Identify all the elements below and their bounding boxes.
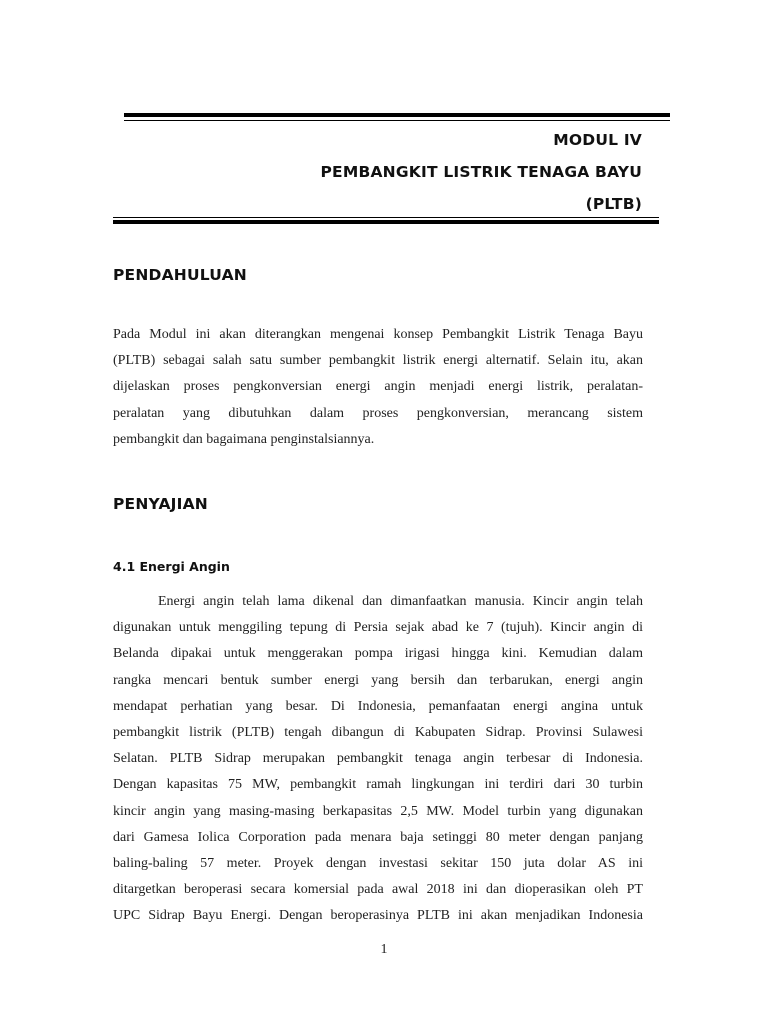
module-subtitle: PEMBANGKIT LISTRIK TENAGA BAYU: [320, 163, 642, 181]
intro-paragraph: [113, 322, 643, 453]
module-abbreviation: (PLTB): [585, 195, 642, 213]
intro-line: pembangkit dan bagaimana penginstalsiannya.: [113, 431, 375, 447]
body-line: mendapat perhatian yang besar. Di Indonesia, pemanfaatan energi angina untuk: [113, 698, 643, 714]
intro-heading: PENDAHULUAN: [113, 266, 247, 284]
section-paragraph: [113, 589, 643, 930]
header-rule-bottom-thick: [113, 220, 659, 224]
intro-line: (PLTB) sebagai salah satu sumber pembangkit listrik energi alternatif. Selain itu, akan: [113, 353, 643, 369]
body-line: pembangkit listrik (PLTB) tengah dibangun di Kabupaten Sidrap. Provinsi Sulawesi: [113, 725, 643, 741]
body-line: digunakan untuk menggiling tepung di Persia sejak abad ke 7 (tujuh). Kincir angin di: [113, 620, 643, 636]
body-line: rangka mencari bentuk sumber energi yang bersih dan terbarukan, energi angin: [113, 672, 643, 688]
module-title: MODUL IV: [553, 131, 642, 149]
body-line: kincir angin yang masing-masing berkapasitas 2,5 MW. Model turbin yang digunakan: [113, 803, 643, 819]
body-line: Selatan. PLTB Sidrap merupakan pembangkit tenaga angin terbesar di Indonesia.: [113, 751, 643, 767]
header-rule-top-thick: [124, 113, 670, 117]
body-line: ditargetkan beroperasi secara komersial pada awal 2018 ini dan dioperasikan oleh PT: [113, 882, 643, 898]
body-line: Belanda dipakai untuk menggerakan pompa irigasi hingga kini. Kemudian dalam: [113, 646, 643, 662]
body-line: dari Gamesa Iolica Corporation pada menara baja setinggi 80 meter dengan panjang: [113, 829, 643, 845]
body-line: Dengan kapasitas 75 MW, pembangkit ramah lingkungan ini terdiri dari 30 turbin: [113, 777, 643, 793]
page-number: 1: [380, 942, 388, 957]
body-line: UPC Sidrap Bayu Energi. Dengan beroperasinya PLTB ini akan menjadikan Indonesia: [113, 908, 643, 924]
header-rule-top-thin: [124, 120, 670, 121]
body-line: Energi angin telah lama dikenal dan dimanfaatkan manusia. Kincir angin telah: [158, 594, 643, 609]
section-title: 4.1 Energi Angin: [113, 559, 230, 574]
intro-line: dijelaskan proses pengkonversian energi angin menjadi energi listrik, peralatan-: [113, 379, 643, 395]
header-rule-bottom-thin: [113, 217, 659, 218]
presentation-heading: PENYAJIAN: [113, 495, 208, 513]
intro-line: Pada Modul ini akan diterangkan mengenai konsep Pembangkit Listrik Tenaga Bayu: [113, 327, 643, 342]
intro-line: peralatan yang dibutuhkan dalam proses pengkonversian, merancang sistem: [113, 405, 643, 421]
body-line: baling-baling 57 meter. Proyek dengan investasi sekitar 150 juta dolar AS ini: [113, 856, 643, 872]
